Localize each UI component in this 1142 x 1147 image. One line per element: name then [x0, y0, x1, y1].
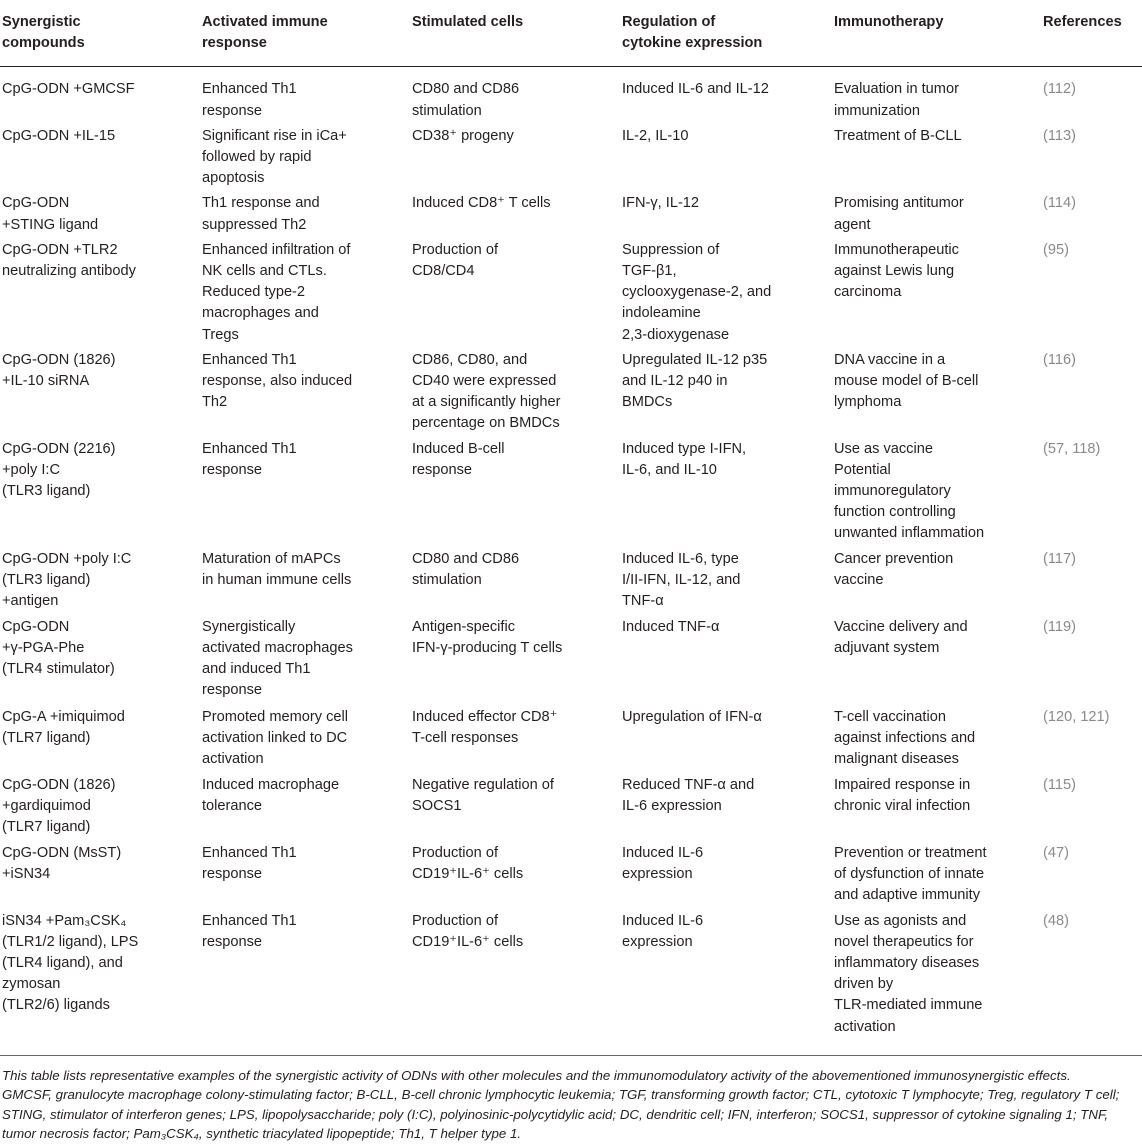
cell-cytokine: Upregulation of IFN-α [622, 708, 762, 725]
cell-immunotherapy: Vaccine delivery and adjuvant system [834, 618, 968, 656]
cell-compounds: CpG-ODN +poly I:C (TLR3 ligand) +antigen [2, 550, 132, 610]
cell-immunotherapy: Prevention or treatment of dysfunction of innate and adaptive immunity [834, 844, 987, 904]
table-row [0, 549, 1142, 617]
reference-link[interactable]: (48) [1043, 912, 1069, 929]
table-row [0, 126, 1142, 194]
cell-cytokine: Suppression of TGF-β1, cyclooxygenase-2, and indoleamine 2,3-dioxygenase [622, 241, 772, 343]
table-row [0, 911, 1142, 1048]
cell-immune-response: Enhanced Th1 response [202, 440, 297, 478]
cell-immune-response: Significant rise in iCa+ followed by rapid apoptosis [202, 127, 347, 187]
cell-stimulated-cells: Production of CD8/CD4 [412, 241, 498, 280]
cell-compounds: CpG-ODN +γ-PGA-Phe (TLR4 stimulator) [2, 618, 115, 678]
table-row [0, 193, 1142, 239]
cell-stimulated-cells: Induced B-cell response [412, 440, 505, 478]
cell-compounds: CpG-ODN +TLR2 neutralizing antibody [2, 241, 136, 280]
reference-link[interactable]: (117) [1043, 550, 1076, 567]
header-immunotherapy: Immunotherapy [832, 4, 1041, 67]
cell-immunotherapy: DNA vaccine in a mouse model of B-cell lymphoma [834, 351, 979, 411]
cell-stimulated-cells: CD80 and CD86 stimulation [412, 550, 520, 588]
header-references: References [1041, 4, 1142, 67]
cell-immunotherapy: Use as agonists and novel therapeutics for inflammatory diseases driven by TLR-mediated immune activation [834, 912, 983, 1035]
cell-cytokine: Induced IL-6 and IL-12 [622, 81, 769, 98]
header-cytokine-regulation: Regulation of cytokine expression [620, 4, 832, 67]
cell-compounds: CpG-ODN +IL-15 [2, 127, 116, 144]
cell-immunotherapy: Cancer prevention vaccine [834, 550, 954, 588]
cell-stimulated-cells: CD38⁺ progeny [412, 127, 514, 144]
cell-immunotherapy: Treatment of B-CLL [834, 127, 962, 144]
header-synergistic-compounds: Synergistic compounds [0, 4, 200, 67]
cell-immune-response: Th1 response and suppressed Th2 [202, 195, 320, 233]
table-row [0, 707, 1142, 775]
table-row [0, 775, 1142, 843]
cell-compounds: CpG-ODN +GMCSF [2, 81, 135, 98]
cell-immunotherapy: Immunotherapeutic against Lewis lung carcinoma [834, 241, 959, 301]
cell-cytokine: Reduced TNF-α and IL-6 expression [622, 776, 755, 814]
cell-cytokine: IL-2, IL-10 [622, 127, 689, 144]
reference-link[interactable]: (47) [1043, 844, 1069, 861]
table-row [0, 240, 1142, 350]
cell-compounds: CpG-ODN (2216) +poly I:C (TLR3 ligand) [2, 440, 116, 500]
cell-stimulated-cells: Production of CD19⁺IL-6⁺ cells [412, 844, 524, 882]
reference-link[interactable]: (119) [1043, 618, 1076, 635]
cell-immunotherapy: Impaired response in chronic viral infection [834, 776, 971, 814]
cell-cytokine: Induced type I-IFN, IL-6, and IL-10 [622, 440, 747, 478]
cell-compounds: CpG-ODN +STING ligand [2, 195, 99, 233]
cell-stimulated-cells: CD86, CD80, and CD40 were expressed at a significantly higher percentage on BMDCs [412, 351, 561, 432]
reference-link[interactable]: (57, 118) [1043, 440, 1101, 457]
table-body [0, 67, 1142, 1048]
table-bottom-rule [0, 1055, 1142, 1056]
table-row [0, 67, 1142, 126]
cell-immune-response: Enhanced Th1 response [202, 844, 297, 882]
cell-compounds: CpG-ODN (MsST) +iSN34 [2, 844, 122, 882]
cell-compounds: iSN34 +Pam₃CSK₄ (TLR1/2 ligand), LPS (TLR4 ligand), and zymosan (TLR2/6) ligands [2, 912, 139, 1014]
table-row [0, 843, 1142, 911]
table-row [0, 617, 1142, 707]
cell-immune-response: Promoted memory cell activation linked to DC activation [202, 708, 348, 768]
header-row [0, 4, 1142, 67]
table-header [0, 4, 1142, 67]
cell-immune-response: Enhanced infiltration of NK cells and CTLs. Reduced type-2 macrophages and Tregs [202, 241, 351, 343]
cell-compounds: CpG-ODN (1826) +IL-10 siRNA [2, 351, 116, 390]
cell-cytokine: IFN-γ, IL-12 [622, 195, 700, 212]
cell-stimulated-cells: Negative regulation of SOCS1 [412, 776, 554, 814]
cell-immune-response: Maturation of mAPCs in human immune cells [202, 550, 352, 588]
cell-cytokine: Upregulated IL-12 p35 and IL-12 p40 in BMDCs [622, 351, 768, 411]
reference-link[interactable]: (112) [1043, 81, 1076, 98]
footnote-abbreviations: GMCSF, granulocyte macrophage colony-stimulating factor; B-CLL, B-cell chronic lymphocytic leukemia; TGF, transforming growth factor; CTL, cytotoxic T lymphocyte; Treg, regulatory T cell; STING, stimulator of interferon genes; LPS, lipopolysaccharide; poly (I:C), polyinosinic-polycytidylic acid; DC, dendritic cell; IFN, interferon; SOCS1, suppressor of cytokine signaling 1; TNF, tumor necrosis factor; Pam₃CSK₄, synthetic triacylated lipopeptide; Th1, T helper type 1. [2, 1087, 1120, 1141]
table-row [0, 439, 1142, 549]
cell-cytokine: Induced TNF-α [622, 618, 720, 635]
reference-link[interactable]: (114) [1043, 195, 1076, 212]
reference-link[interactable]: (95) [1043, 241, 1069, 258]
cell-stimulated-cells: Production of CD19⁺IL-6⁺ cells [412, 912, 524, 950]
cell-immunotherapy: Use as vaccine Potential immunoregulatory function controlling unwanted inflammation [834, 440, 985, 542]
cell-stimulated-cells: CD80 and CD86 stimulation [412, 81, 520, 119]
cell-immunotherapy: T-cell vaccination against infections and malignant diseases [834, 708, 976, 768]
cell-stimulated-cells: Induced effector CD8⁺ T-cell responses [412, 708, 558, 746]
table-footnote [2, 1066, 1140, 1143]
footnote-summary: This table lists representative examples of the synergistic activity of ODNs with other molecules and the immunomodulatory activity of the abovementioned immunosynergistic effects. [2, 1068, 1071, 1083]
synergy-table [0, 4, 1142, 1048]
table-row [0, 350, 1142, 439]
cell-immune-response: Enhanced Th1 response [202, 912, 297, 950]
cell-compounds: CpG-ODN (1826) +gardiquimod (TLR7 ligand) [2, 776, 116, 836]
cell-immune-response: Induced macrophage tolerance [202, 776, 340, 814]
reference-link[interactable]: (113) [1043, 127, 1076, 144]
cell-cytokine: Induced IL-6 expression [622, 912, 704, 950]
reference-link[interactable]: (116) [1043, 351, 1076, 368]
reference-link[interactable]: (115) [1043, 776, 1076, 793]
header-stimulated-cells: Stimulated cells [410, 4, 620, 67]
cell-immunotherapy: Promising antitumor agent [834, 195, 964, 233]
cell-compounds: CpG-A +imiquimod (TLR7 ligand) [2, 708, 125, 746]
cell-cytokine: Induced IL-6, type I/II-IFN, IL-12, and TNF-α [622, 550, 741, 610]
cell-stimulated-cells: Induced CD8⁺ T cells [412, 195, 551, 212]
cell-immune-response: Enhanced Th1 response [202, 81, 297, 119]
reference-link[interactable]: (120, 121) [1043, 708, 1110, 725]
cell-immunotherapy: Evaluation in tumor immunization [834, 81, 959, 119]
cell-cytokine: Induced IL-6 expression [622, 844, 704, 882]
cell-stimulated-cells: Antigen-specific IFN-γ-producing T cells [412, 618, 563, 656]
cell-immune-response: Enhanced Th1 response, also induced Th2 [202, 351, 353, 411]
cell-immune-response: Synergistically activated macrophages and induced Th1 response [202, 618, 353, 699]
header-activated-immune-response: Activated immune response [200, 4, 410, 67]
